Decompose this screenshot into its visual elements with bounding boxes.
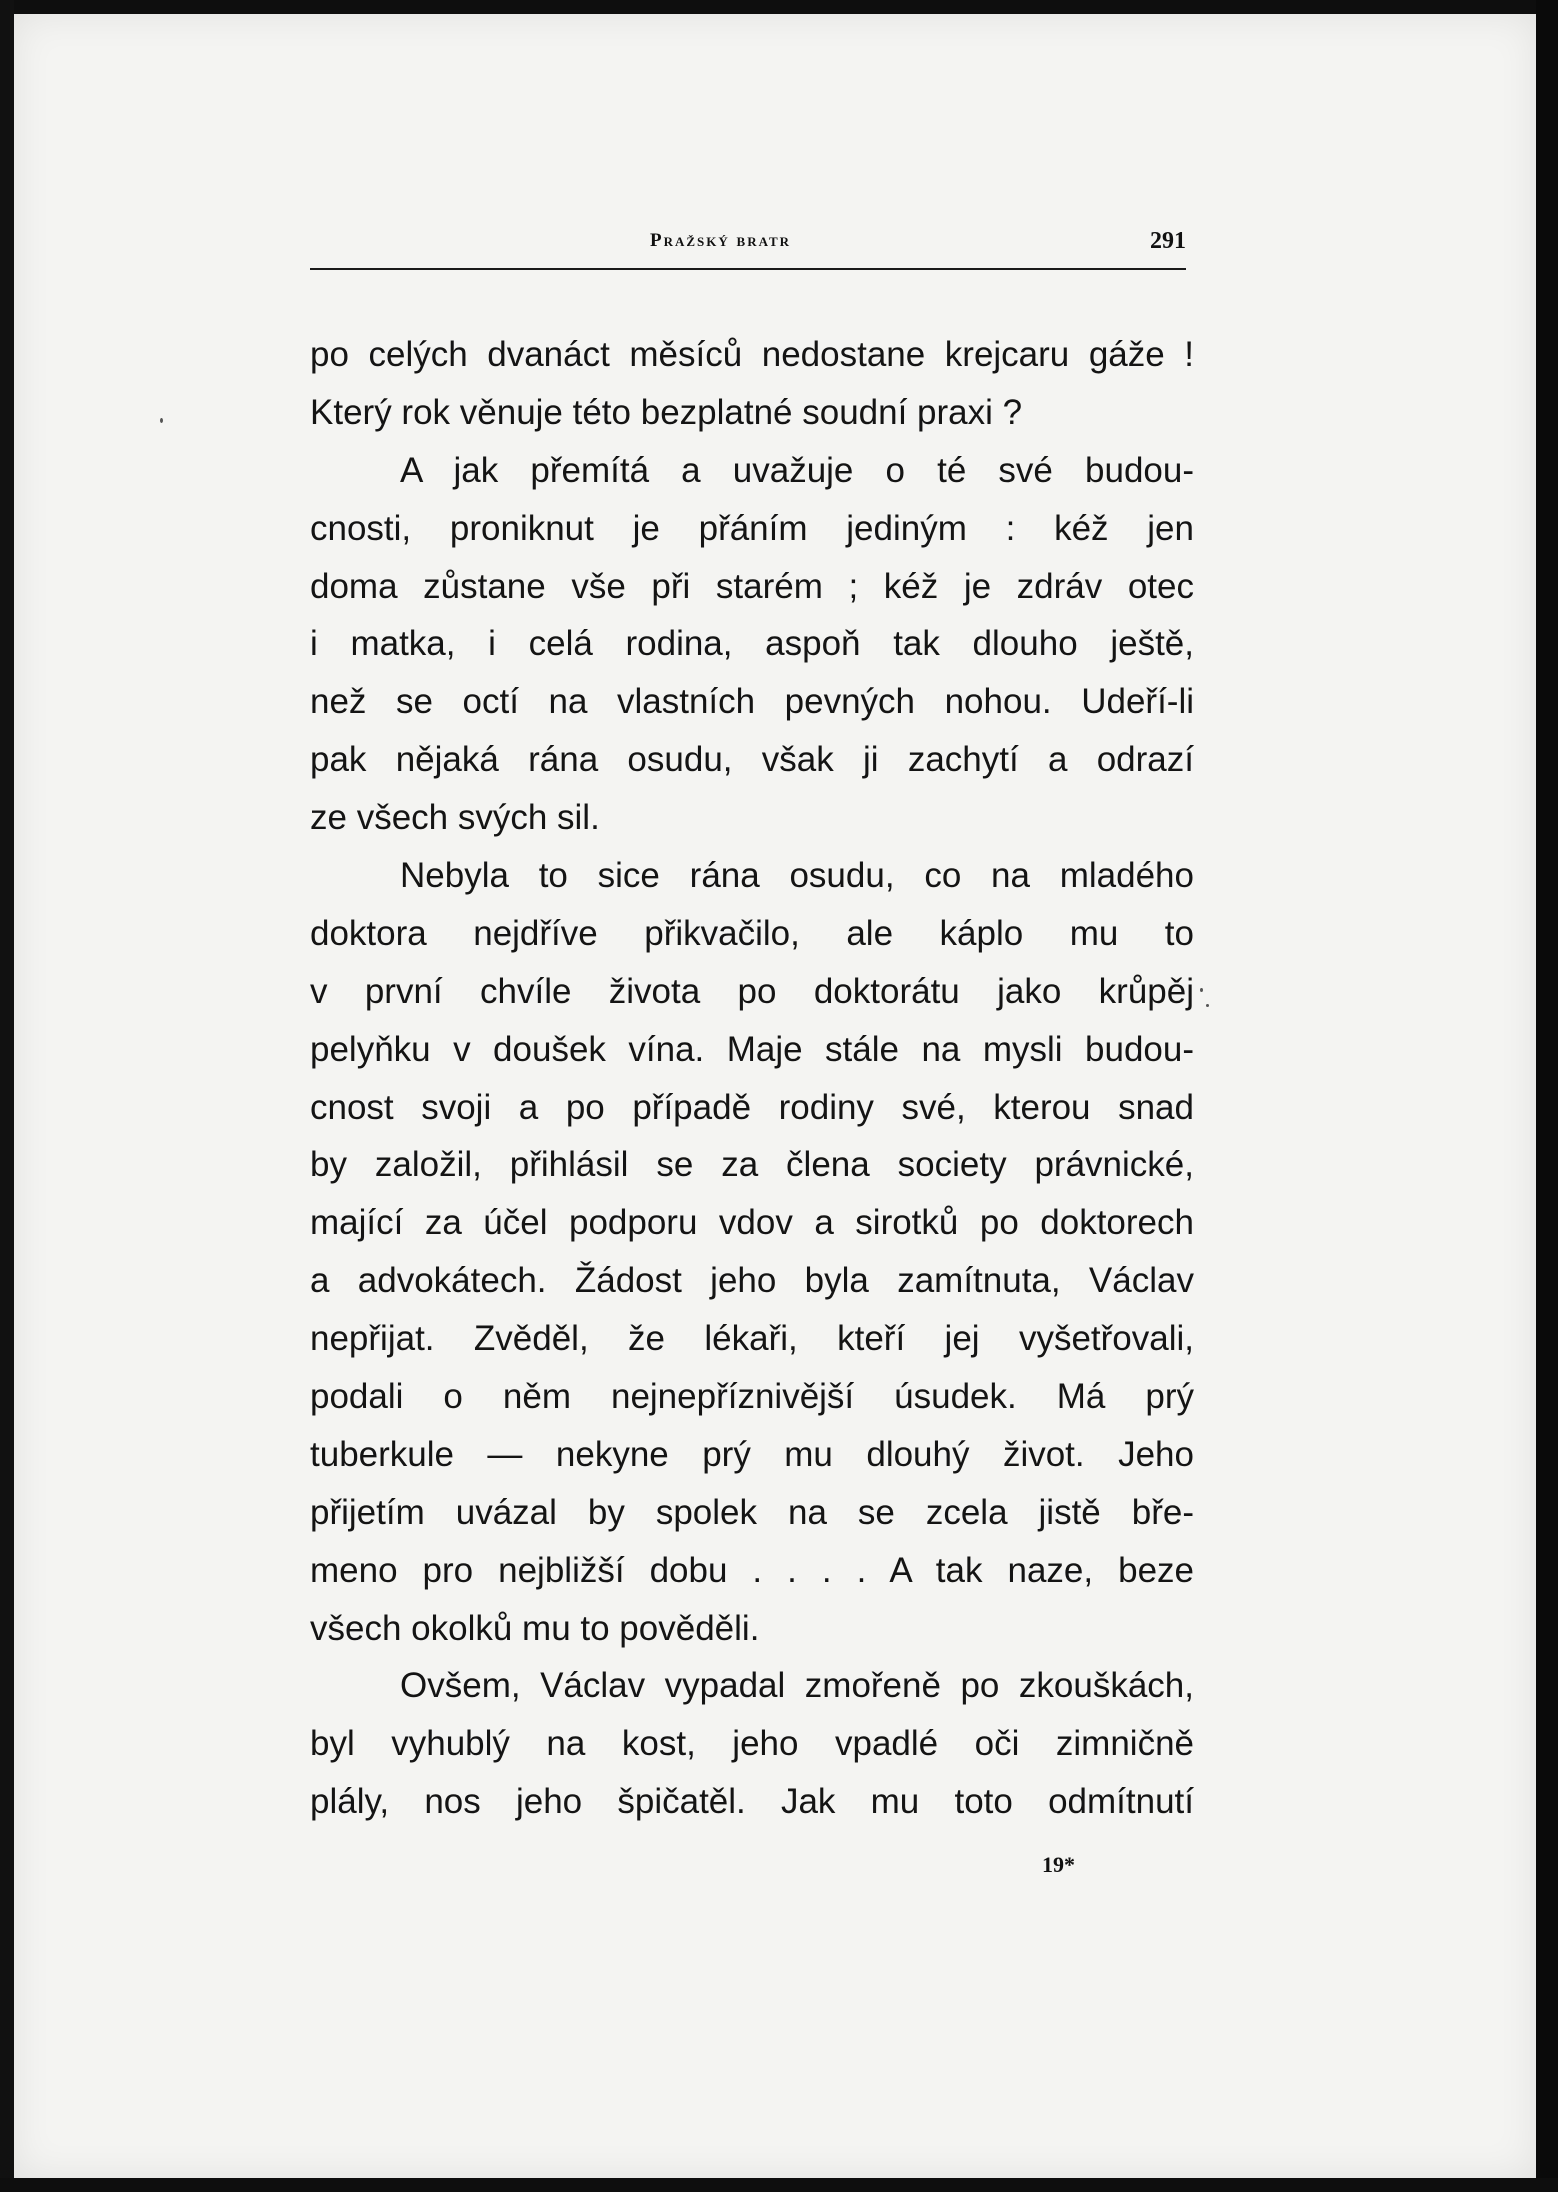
text-line: po celých dvanáct měsíců nedostane krejcaru gáže !	[310, 335, 1194, 374]
text-line: ze všech svých sil.	[310, 798, 600, 838]
text-line: Ovšem, Václav vypadal zmořeně po zkouškách,	[400, 1666, 1194, 1706]
scan-border-bottom	[0, 2178, 1558, 2192]
text-line: i matka, i celá rodina, aspoň tak dlouho ještě,	[310, 624, 1194, 664]
scan-border-top	[0, 0, 1558, 14]
page-header	[310, 224, 1186, 268]
text-line: podali o něm nejnepříznivější úsudek. Má prý	[310, 1377, 1194, 1417]
text-line: byl vyhublý na kost, jeho vpadlé oči zimničně	[310, 1724, 1194, 1764]
page-number: 291	[1150, 228, 1186, 254]
scan-border-right	[1536, 0, 1558, 2192]
text-line: než se octí na vlastních pevných nohou. Udeří-li	[310, 682, 1194, 722]
text-line: Nebyla to sice rána osudu, co na mladého	[400, 856, 1194, 896]
signature-mark: 19*	[1042, 1852, 1075, 1877]
text-line: cnosti, proniknut je přáním jediným : kéž jen	[310, 508, 1194, 548]
scan-border-left	[0, 0, 14, 2192]
text-line: mající za účel podporu vdov a sirotků po doktorech	[310, 1203, 1194, 1243]
text-line: Který rok věnuje této bezplatné soudní praxi ?	[310, 392, 1023, 432]
text-line: plály, nos jeho špičatěl. Jak mu toto odmítnutí	[310, 1782, 1194, 1822]
text-line: doktora nejdříve přikvačilo, ale káplo mu to	[310, 913, 1194, 953]
text-line: by založil, přihlásil se za člena society právnické,	[310, 1145, 1194, 1185]
paper-speck	[160, 418, 163, 423]
text-line: v první chvíle života po doktorátu jako krůpěj	[310, 971, 1194, 1011]
text-line: tuberkule — nekyne prý mu dlouhý život. Jeho	[310, 1434, 1194, 1474]
text-line: přijetím uvázal by spolek na se zcela jistě bře-	[310, 1492, 1194, 1532]
running-title: Pražský bratr	[650, 230, 792, 251]
text-line: pelyňku v doušek vína. Maje stále na mysli budou-	[310, 1029, 1194, 1069]
text-line: doma zůstane vše při starém ; kéž je zdráv otec	[310, 566, 1194, 606]
header-rule	[310, 268, 1186, 270]
text-line: pak nějaká rána osudu, však ji zachytí a odrazí	[310, 740, 1194, 780]
text-line: a advokátech. Žádost jeho byla zamítnuta, Václav	[310, 1261, 1194, 1301]
text-line: meno pro nejbližší dobu . . . . A tak naze, beze	[310, 1550, 1194, 1590]
text-line: cnost svoji a po případě rodiny své, kterou snad	[310, 1087, 1194, 1127]
body-text	[310, 326, 1194, 1831]
text-line: nepřijat. Zvěděl, že lékaři, kteří jej vyšetřovali,	[310, 1319, 1194, 1359]
paper-speck	[1206, 1004, 1209, 1007]
text-line: A jak přemítá a uvažuje o té své budou-	[400, 450, 1194, 490]
paper-speck	[1200, 988, 1203, 992]
text-line: všech okolků mu to pověděli.	[310, 1608, 760, 1648]
